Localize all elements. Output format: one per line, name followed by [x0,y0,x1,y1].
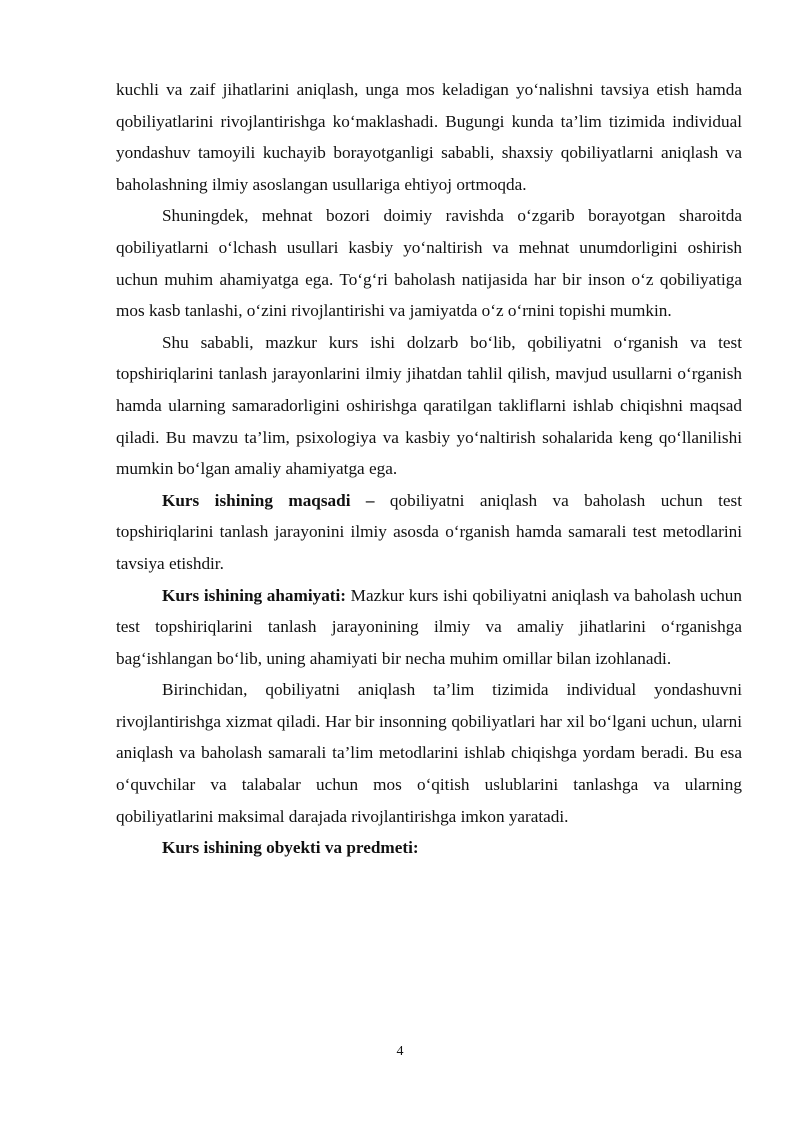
paragraph-labour-market: Shuningdek, mehnat bozori doimiy ravishda o‘zgarib borayotgan sharoitda qobiliyatlarni o‘lchash usullari kasbiy yo‘naltirish va mehnat unumdorligini oshirish uchun muhim ahamiyatga ega. To‘g‘ri baholash natijasida har bir inson o‘z qobiliyatiga mos kasb tanlashi, o‘zini rivojlantirishi va jamiyatda o‘z o‘rnini topishi mumkin. [116,206,742,321]
goal-text: qobiliyatni aniqlash va baholash uchun test topshiriqlarini tanlash jarayonini ilmiy asosda o‘rganish hamda samarali test metodlarini tavsiya etishdir. [116,490,742,573]
document-page [116,74,742,864]
goal-label: Kurs ishining maqsadi – [162,490,375,510]
page-number: 4 [396,1044,404,1059]
significance-text: Mazkur kurs ishi qobiliyatni aniqlash va baholash uchun test topshiriqlarini tanlash jarayonining ilmiy va amaliy jihatlarini o‘rganishga bag‘ishlangan bo‘lib, uning ahamiyati bir necha muhim omillar bilan izohlanadi. [116,585,742,668]
section-heading-object-subject: Kurs ishining obyekti va predmeti: [162,838,419,858]
paragraph-significance [116,580,742,675]
paragraph-first-point: Birinchidan, qobiliyatni aniqlash ta’lim tizimida individual yondashuvni rivojlantirishga xizmat qiladi. Har bir insonning qobiliyatlari har xil bo‘lgani uchun, ularni aniqlash va baholash samarali ta’lim metodlarini ishlab chiqishga yordam beradi. Bu esa o‘quvchilar va talabalar uchun mos o‘qitish uslublarini tanlashga va ularning qobiliyatlarini maksimal darajada rivojlantirishga imkon yaratadi. [116,680,742,826]
paragraph-continuation: kuchli va zaif jihatlarini aniqlash, unga mos keladigan yo‘nalishni tavsiya etish hamda qobiliyatlarini rivojlantirishga ko‘maklashadi. Bugungi kunda ta’lim tizimida individual yondashuv tamoyili kuchayib borayotganligi sababli, shaxsiy qobiliyatlarni aniqlash va baholashning ilmiy asoslangan usullariga ehtiyoj ortmoqda. [116,80,742,194]
significance-label: Kurs ishining ahamiyati: [162,585,347,605]
paragraph-goal [116,485,742,580]
paragraph-relevance: Shu sababli, mazkur kurs ishi dolzarb bo‘lib, qobiliyatni o‘rganish va test topshiriqlarini tanlash jarayonlarini ilmiy jihatdan tahlil qilish, mavjud usullarni o‘rganish hamda ularning samaradorligini oshirishga qaratilgan takliflarni ishlab chiqishni maqsad qiladi. Bu mavzu ta’lim, psixologiya va kasbiy yo‘naltirish sohalarida keng qo‘llanilishi mumkin bo‘lgan amaliy ahamiyatga ega. [116,332,742,479]
